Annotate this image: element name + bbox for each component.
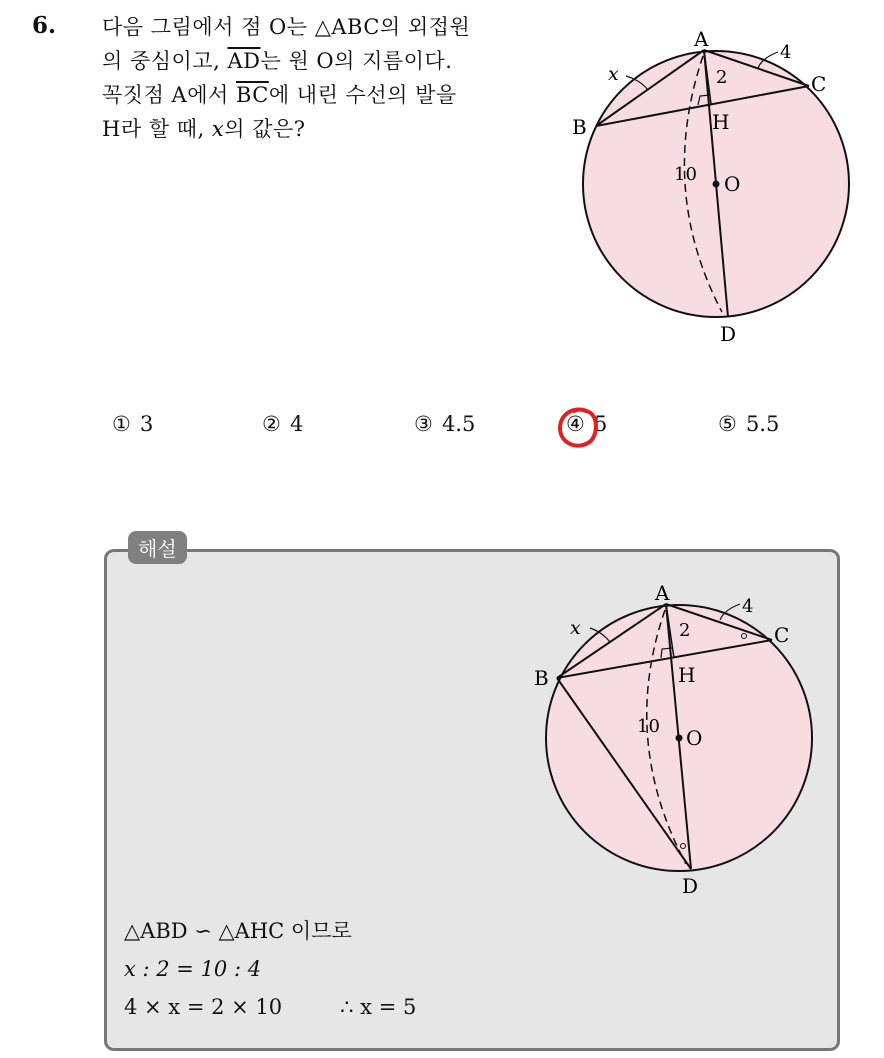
choice-4[interactable]: ④ 5 bbox=[566, 412, 608, 436]
label-H: H bbox=[678, 663, 696, 687]
solution-tag: 해설 bbox=[128, 531, 187, 564]
length-10: 10 bbox=[674, 164, 697, 185]
segment-BC: $\overline{BC}$ bbox=[235, 83, 269, 107]
label-D: D bbox=[720, 322, 737, 346]
solution-text bbox=[124, 912, 416, 1026]
label-B: B bbox=[534, 666, 549, 690]
label-C: C bbox=[774, 623, 790, 647]
label-A: A bbox=[694, 27, 709, 51]
label-A: A bbox=[655, 581, 670, 605]
question-figure bbox=[560, 20, 880, 350]
choice-5[interactable]: ⑤ 5.5 bbox=[718, 412, 780, 436]
label-B: B bbox=[572, 115, 587, 139]
label-C: C bbox=[811, 72, 827, 96]
length-4: 4 bbox=[742, 596, 754, 617]
question-number: 6. bbox=[32, 12, 57, 39]
length-x: x bbox=[608, 63, 619, 85]
question-text bbox=[102, 10, 542, 146]
question-line-2: 의 중심이고, $\overline{AD}$는 원 O의 지름이다. bbox=[102, 49, 453, 73]
selected-answer-circle-icon bbox=[552, 402, 604, 454]
label-D: D bbox=[682, 874, 699, 898]
question-line-4: H라 할 때, x의 값은? bbox=[102, 117, 306, 141]
choice-2[interactable]: ② 4 bbox=[262, 412, 304, 436]
solution-line-2: x : 2 = 10 : 4 bbox=[124, 957, 262, 981]
length-4: 4 bbox=[780, 42, 792, 63]
label-O: O bbox=[724, 172, 741, 196]
solution-line-3: 4 × x = 2 × 10 ∴ x = 5 bbox=[124, 995, 417, 1019]
label-H: H bbox=[712, 110, 730, 134]
length-x: x bbox=[570, 617, 581, 639]
solution-line-1: △ABD ∽ △AHC 이므로 bbox=[124, 919, 352, 943]
length-10: 10 bbox=[637, 716, 660, 737]
choice-3[interactable]: ③ 4.5 bbox=[414, 412, 476, 436]
solution-figure bbox=[520, 570, 830, 905]
length-2: 2 bbox=[679, 620, 691, 641]
label-O: O bbox=[686, 726, 703, 750]
answer-choices bbox=[0, 412, 884, 448]
length-2: 2 bbox=[716, 67, 728, 88]
segment-AD: $\overline{AD}$ bbox=[227, 49, 261, 73]
center-dot bbox=[676, 735, 683, 742]
center-dot bbox=[713, 181, 720, 188]
choice-1[interactable]: ① 3 bbox=[112, 412, 154, 436]
question-line-1: 다음 그림에서 점 O는 △ABC의 외접원 bbox=[102, 15, 471, 39]
question-line-3: 꼭짓점 A에서 $\overline{BC}$에 내린 수선의 발을 bbox=[102, 83, 457, 107]
